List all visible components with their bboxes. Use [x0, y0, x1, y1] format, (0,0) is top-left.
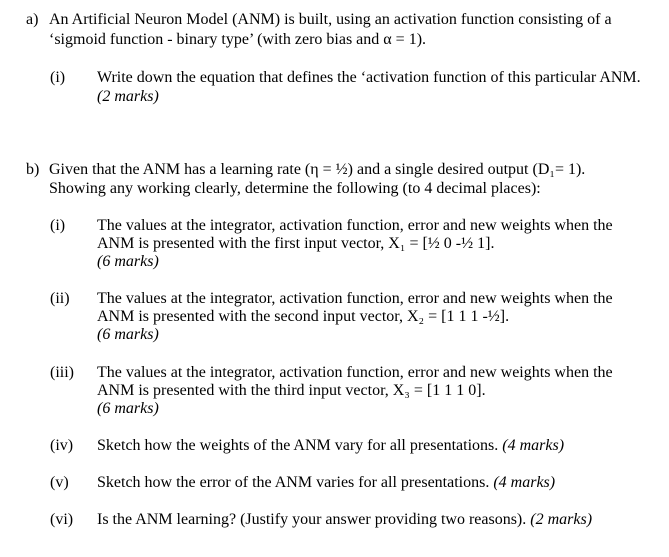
question-b-i-text-line2: ANM is presented with the first input vector, X₁ = [½ 0 -½ 1]. — [97, 235, 495, 252]
question-b-iii-text-line2: ANM is presented with the third input vector, X₃ = [1 1 1 0]. — [97, 382, 486, 399]
question-b-vi-marks: (2 marks) — [530, 511, 593, 528]
question-b-v-label: (v) — [50, 474, 69, 491]
question-b-v-row — [97, 474, 555, 492]
question-b-vi-text: Is the ANM learning? (Justify your answer providing two reasons). — [97, 511, 527, 528]
question-b-v-text: Sketch how the error of the ANM varies for all presentations. — [97, 474, 490, 491]
question-a-text-line1: An Artificial Neuron Model (ANM) is built, using an activation function consisting of a — [49, 11, 612, 28]
question-b-vi-label: (vi) — [50, 511, 74, 528]
question-a-i-text: Write down the equation that defines the ‘activation function of this particular ANM. — [97, 69, 641, 86]
question-b-vi-row — [97, 511, 592, 529]
question-a-text-line2: ‘sigmoid function - binary type’ (with zero bias and α = 1). — [49, 31, 427, 48]
question-a-i-marks: (2 marks) — [97, 88, 159, 105]
question-b-i-marks: (6 marks) — [97, 253, 159, 270]
question-b-iv-marks: (4 marks) — [502, 437, 565, 454]
question-b-i-text-line1: The values at the integrator, activation function, error and new weights when the — [97, 217, 613, 234]
question-b-text-line2: Showing any working clearly, determine the following (to 4 decimal places): — [49, 180, 541, 197]
question-b-iv-text: Sketch how the weights of the ANM vary for all presentations. — [97, 437, 499, 454]
question-b-ii-text-line1: The values at the integrator, activation function, error and new weights when the — [97, 290, 613, 307]
question-b-iii-marks: (6 marks) — [97, 400, 159, 417]
question-b-iv-row — [97, 437, 564, 455]
question-b-i-label: (i) — [50, 217, 66, 234]
question-a-i-label: (i) — [50, 69, 66, 86]
question-b-iii-label: (iii) — [50, 364, 74, 381]
question-b-v-marks: (4 marks) — [493, 474, 556, 491]
question-a-label: a) — [26, 11, 39, 28]
question-b-iv-label: (iv) — [50, 437, 74, 454]
question-b-ii-marks: (6 marks) — [97, 326, 159, 343]
question-b-label: b) — [26, 161, 40, 178]
question-b-text-line1: Given that the ANM has a learning rate (η = ½) and a single desired output (D₁= 1). — [49, 161, 586, 178]
question-b-ii-text-line2: ANM is presented with the second input vector, X₂ = [1 1 1 -½]. — [97, 308, 510, 325]
question-b-iii-text-line1: The values at the integrator, activation function, error and new weights when the — [97, 364, 613, 381]
question-b-ii-label: (ii) — [50, 290, 70, 307]
